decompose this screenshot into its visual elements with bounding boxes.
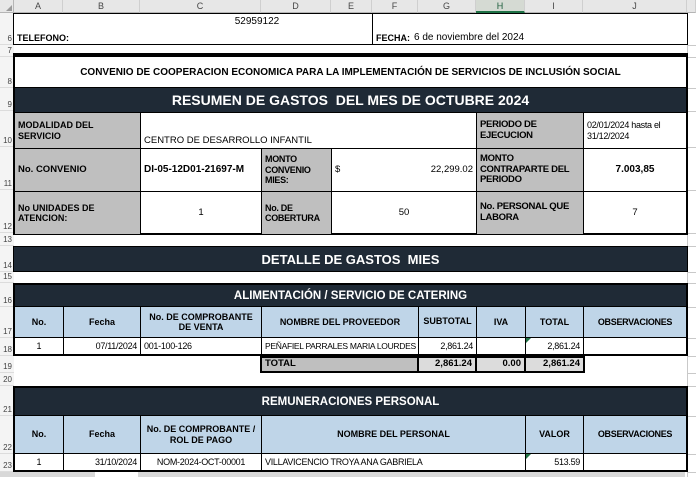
unidades-label-cell[interactable]: No UNIDADES DE ATENCION: [15, 192, 141, 234]
gridline-horizontal [687, 233, 696, 234]
alim-header-comprobante[interactable]: No. DE COMPROBANTE DE VENTA [141, 307, 262, 337]
alim-header-total[interactable]: TOTAL [526, 307, 584, 337]
row-header-8[interactable]: 8 [0, 57, 14, 88]
fecha-cell[interactable] [373, 14, 687, 44]
column-header-d[interactable]: D [261, 0, 331, 13]
column-header-g[interactable]: G [418, 0, 476, 13]
no-convenio-label-cell[interactable]: No. CONVENIO [15, 149, 141, 191]
remun-row-comprobante[interactable]: NOM-2024-OCT-00001 [141, 454, 262, 471]
gridline-horizontal [687, 454, 696, 455]
row-header-7[interactable]: 7 [0, 45, 14, 57]
unidades-value-cell[interactable]: 1 [141, 192, 262, 234]
row-header-9[interactable]: 9 [0, 88, 14, 111]
alim-header-iva[interactable]: IVA [477, 307, 526, 337]
gridline-horizontal [687, 373, 696, 374]
alim-total-total[interactable]: 2,861.24 [526, 358, 583, 371]
gridline-horizontal [687, 272, 696, 273]
gridline-horizontal [687, 338, 696, 339]
column-header-c[interactable]: C [140, 0, 261, 13]
gridline-horizontal [687, 57, 696, 58]
row-header-14[interactable]: 14 [0, 246, 14, 272]
contraparte-label-cell[interactable]: MONTO CONTRAPARTE DEL PERIODO [477, 149, 584, 191]
row-header-19[interactable]: 19 [0, 356, 14, 373]
alim-row-no[interactable]: 1 [15, 338, 64, 355]
remun-row-fecha[interactable]: 31/10/2024 [64, 454, 141, 471]
partial-row-gray-right [138, 472, 685, 477]
remun-row-nombre[interactable]: VILLAVICENCIO TROYA ANA GABRIELA [262, 454, 526, 471]
alim-total-label[interactable]: TOTAL [262, 358, 419, 371]
periodo-label-cell[interactable]: PERIODO DE EJECUCION [477, 113, 584, 148]
cobertura-label-cell[interactable]: No. DE COBERTURA [262, 192, 332, 234]
select-all-button[interactable] [0, 0, 14, 13]
no-convenio-value-cell[interactable]: DI-05-12D01-21697-M [141, 149, 262, 191]
monto-convenio-value-cell[interactable] [332, 149, 477, 191]
row-header-23[interactable]: 23 [0, 454, 14, 472]
alim-row-obs[interactable] [584, 338, 686, 355]
column-header-partial [687, 0, 696, 13]
resumen-title: RESUMEN DE GASTOS DEL MES DE OCTUBRE 2024 [15, 88, 686, 113]
column-header-e[interactable]: E [331, 0, 372, 13]
row-header-16[interactable]: 16 [0, 283, 14, 307]
alim-row-total-value: 2,861.24 [547, 341, 580, 352]
contraparte-value-cell[interactable]: 7.003,85 [615, 164, 655, 176]
alim-row-total[interactable] [526, 338, 584, 355]
monto-convenio-value: 22,299.02 [430, 163, 473, 175]
detalle-title: DETALLE DE GASTOS MIES [13, 246, 688, 272]
remuneraciones-title: REMUNERACIONES PERSONAL [15, 388, 686, 416]
fecha-label: FECHA: [376, 32, 410, 43]
partial-row-gray-left [0, 472, 95, 477]
column-header-f[interactable]: F [372, 0, 418, 13]
gridline-horizontal [687, 45, 696, 46]
row-header-12[interactable]: 12 [0, 190, 14, 233]
alim-row-proveedor[interactable]: PEÑAFIEL PARRALES MARIA LOURDES [262, 338, 419, 355]
row-header-22[interactable]: 22 [0, 416, 14, 454]
alim-header-observaciones[interactable]: OBSERVACIONES [584, 307, 686, 337]
alimentacion-title: ALIMENTACIÓN / SERVICIO DE CATERING [15, 285, 686, 307]
remun-header-nombre[interactable]: NOMBRE DEL PERSONAL [262, 416, 526, 453]
monto-convenio-label-cell[interactable]: MONTO CONVENIO MIES: [262, 149, 332, 191]
remun-row-obs[interactable] [584, 454, 686, 471]
gridline-horizontal [687, 472, 696, 473]
row-header-18[interactable]: 18 [0, 338, 14, 356]
column-header-j[interactable]: J [583, 0, 687, 13]
gridline-horizontal [687, 190, 696, 191]
gridline-horizontal [687, 416, 696, 417]
alim-header-subtotal[interactable]: SUBTOTAL [419, 307, 477, 337]
gridline-horizontal [687, 307, 696, 308]
telefono-fecha-row [13, 13, 688, 45]
alim-row-iva[interactable] [477, 338, 526, 355]
gridline-horizontal [687, 386, 696, 387]
remun-header-fecha[interactable]: Fecha [64, 416, 141, 453]
row-header-21[interactable]: 21 [0, 386, 14, 416]
gridline-horizontal [687, 88, 696, 89]
personal-value-cell[interactable]: 7 [632, 206, 638, 218]
remun-header-comprobante[interactable]: No. DE COMPROBANTE / ROL DE PAGO [141, 416, 262, 453]
alim-header-fecha[interactable]: Fecha [64, 307, 141, 337]
remun-row-valor[interactable] [526, 454, 584, 471]
row-header-13[interactable]: 13 [0, 233, 14, 246]
gridline-horizontal [687, 283, 696, 284]
alimentacion-total-row [260, 356, 585, 373]
personal-label-cell[interactable]: No. PERSONAL QUE LABORA [477, 192, 584, 234]
row-header-11[interactable]: 11 [0, 147, 14, 190]
remun-header-no[interactable]: No. [15, 416, 64, 453]
row-header-20[interactable]: 20 [0, 373, 14, 386]
modalidad-label-cell[interactable]: MODALIDAD DEL SERVICIO [15, 113, 141, 148]
telefono-cell[interactable] [14, 14, 373, 44]
column-header-b[interactable]: B [63, 0, 140, 13]
gridline-horizontal [687, 111, 696, 112]
column-header-a[interactable]: A [14, 0, 63, 13]
remun-row-valor-value: 513.59 [554, 457, 580, 468]
row-header-15[interactable]: 15 [0, 272, 14, 283]
select-all-triangle-icon [6, 5, 12, 11]
alim-row-subtotal[interactable]: 2,861.24 [419, 338, 477, 355]
periodo-value-cell[interactable]: 02/01/2024 hasta el 31/12/2024 [587, 120, 661, 141]
alimentacion-table [13, 283, 688, 356]
alim-row-fecha[interactable]: 07/11/2024 [64, 338, 141, 355]
column-header-h[interactable]: H [476, 0, 525, 13]
alim-header-no[interactable]: No. [15, 307, 64, 337]
gridline-horizontal [687, 147, 696, 148]
resumen-block [13, 53, 688, 235]
row-header-17[interactable]: 17 [0, 307, 14, 338]
fecha-value: 6 de noviembre del 2024 [414, 31, 525, 43]
currency-symbol: $ [335, 163, 341, 175]
cobertura-value-cell[interactable]: 50 [332, 192, 477, 234]
modalidad-value-cell[interactable]: CENTRO DE DESARROLLO INFANTIL [141, 113, 477, 148]
column-header-i[interactable]: I [525, 0, 583, 13]
row-header-6[interactable]: 6 [0, 13, 14, 45]
remun-header-observaciones[interactable]: OBSERVACIONES [584, 416, 686, 453]
remuneraciones-table [13, 386, 688, 472]
remun-header-valor[interactable]: VALOR [526, 416, 584, 453]
remun-row-no[interactable]: 1 [15, 454, 64, 471]
alim-total-iva[interactable]: 0.00 [477, 358, 526, 371]
cell-error-triangle-icon [526, 454, 531, 459]
convenio-title: CONVENIO DE COOPERACION ECONOMICA PARA LA IMPLEMENTACIÓN DE SERVICIOS DE INCLUSIÓN SOCIAL [80, 66, 621, 78]
cell-error-triangle-icon [526, 338, 531, 343]
gridline-horizontal [687, 356, 696, 357]
alim-row-comprobante[interactable]: 001-100-126 [141, 338, 262, 355]
alim-header-proveedor[interactable]: NOMBRE DEL PROVEEDOR [262, 307, 419, 337]
telefono-value[interactable]: 52959122 [234, 16, 280, 27]
telefono-label: TELEFONO: [17, 32, 69, 43]
alim-total-subtotal[interactable]: 2,861.24 [419, 358, 477, 371]
row-header-10[interactable]: 10 [0, 111, 14, 147]
gridline-horizontal [687, 246, 696, 247]
